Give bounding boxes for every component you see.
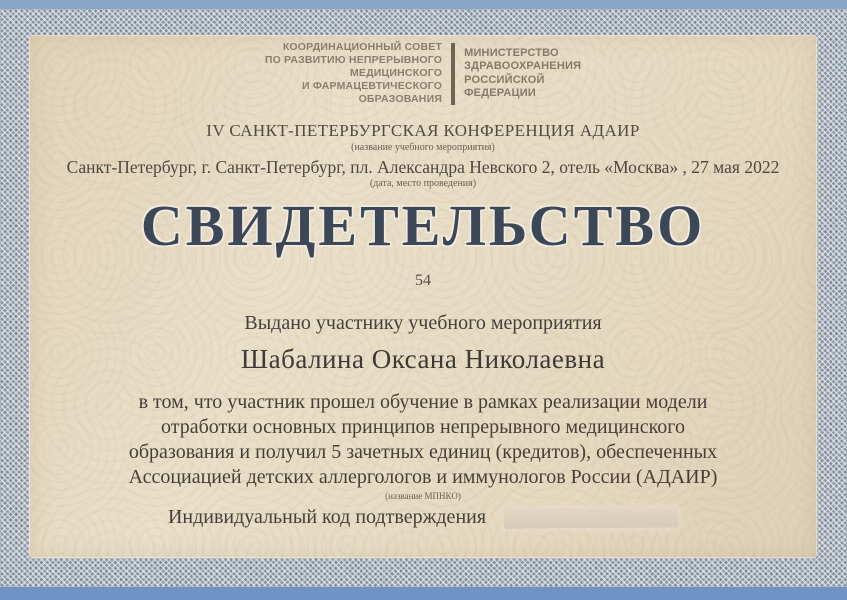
org-right-line: ФЕДЕРАЦИИ <box>464 87 536 99</box>
body-line: Ассоциацией детских аллергологов и иммунологов России (АДАИР) <box>128 466 718 488</box>
org-right-line: ЗДРАВООХРАНЕНИЯ <box>464 60 582 72</box>
certificate-paper <box>29 35 817 558</box>
body-line: отработки основных принципов непрерывного медицинского <box>161 416 685 438</box>
org-coordination-council <box>265 41 442 106</box>
confirmation-code-label: Индивидуальный код подтверждения <box>167 506 487 528</box>
org-left-line: ОБРАЗОВАНИЯ <box>358 93 443 105</box>
org-left-line: КООРДИНАЦИОННЫЙ СОВЕТ <box>282 41 443 53</box>
event-title-caption: (название учебного мероприятия) <box>351 142 495 153</box>
event-title: IV САНКТ-ПЕТЕРБУРГСКАЯ КОНФЕРЕНЦИЯ АДАИР <box>206 121 640 140</box>
event-location-date: Санкт-Петербург, г. Санкт-Петербург, пл. Александра Невского 2, отель «Москва» , 27 мая 2022 <box>66 157 780 177</box>
org-ministry-of-health <box>464 47 581 101</box>
recipient-name: Шабалина Оксана Николаевна <box>240 344 606 374</box>
body-caption: (название МПНКО) <box>385 491 461 501</box>
confirmation-code-row <box>29 506 817 529</box>
org-divider <box>451 43 455 105</box>
org-left-line: ПО РАЗВИТИЮ НЕПРЕРЫВНОГО <box>264 54 443 66</box>
body-line: в том, что участник прошел обучение в рамках реализации модели <box>138 391 708 413</box>
org-left-line: И ФАРМАЦЕВТИЧЕСКОГО <box>301 80 443 92</box>
org-right-line: МИНИСТЕРСТВО <box>464 46 559 59</box>
document-title: СВИДЕТЕЛЬСТВО <box>140 193 706 258</box>
event-location-caption: (дата, место проведения) <box>369 178 477 189</box>
redacted-code-box <box>504 507 678 528</box>
issued-to-label: Выдано участнику учебного мероприятия <box>244 312 602 334</box>
org-left-line: МЕДИЦИНСКОГО <box>349 67 443 79</box>
body-line: образования и получил 5 зачетных единиц (кредитов), обеспеченных <box>128 441 718 463</box>
certificate-number: 54 <box>415 272 431 289</box>
body-paragraph <box>29 390 817 490</box>
org-right-line: РОССИЙСКОЙ <box>464 73 545 86</box>
header-organizations <box>29 41 817 106</box>
